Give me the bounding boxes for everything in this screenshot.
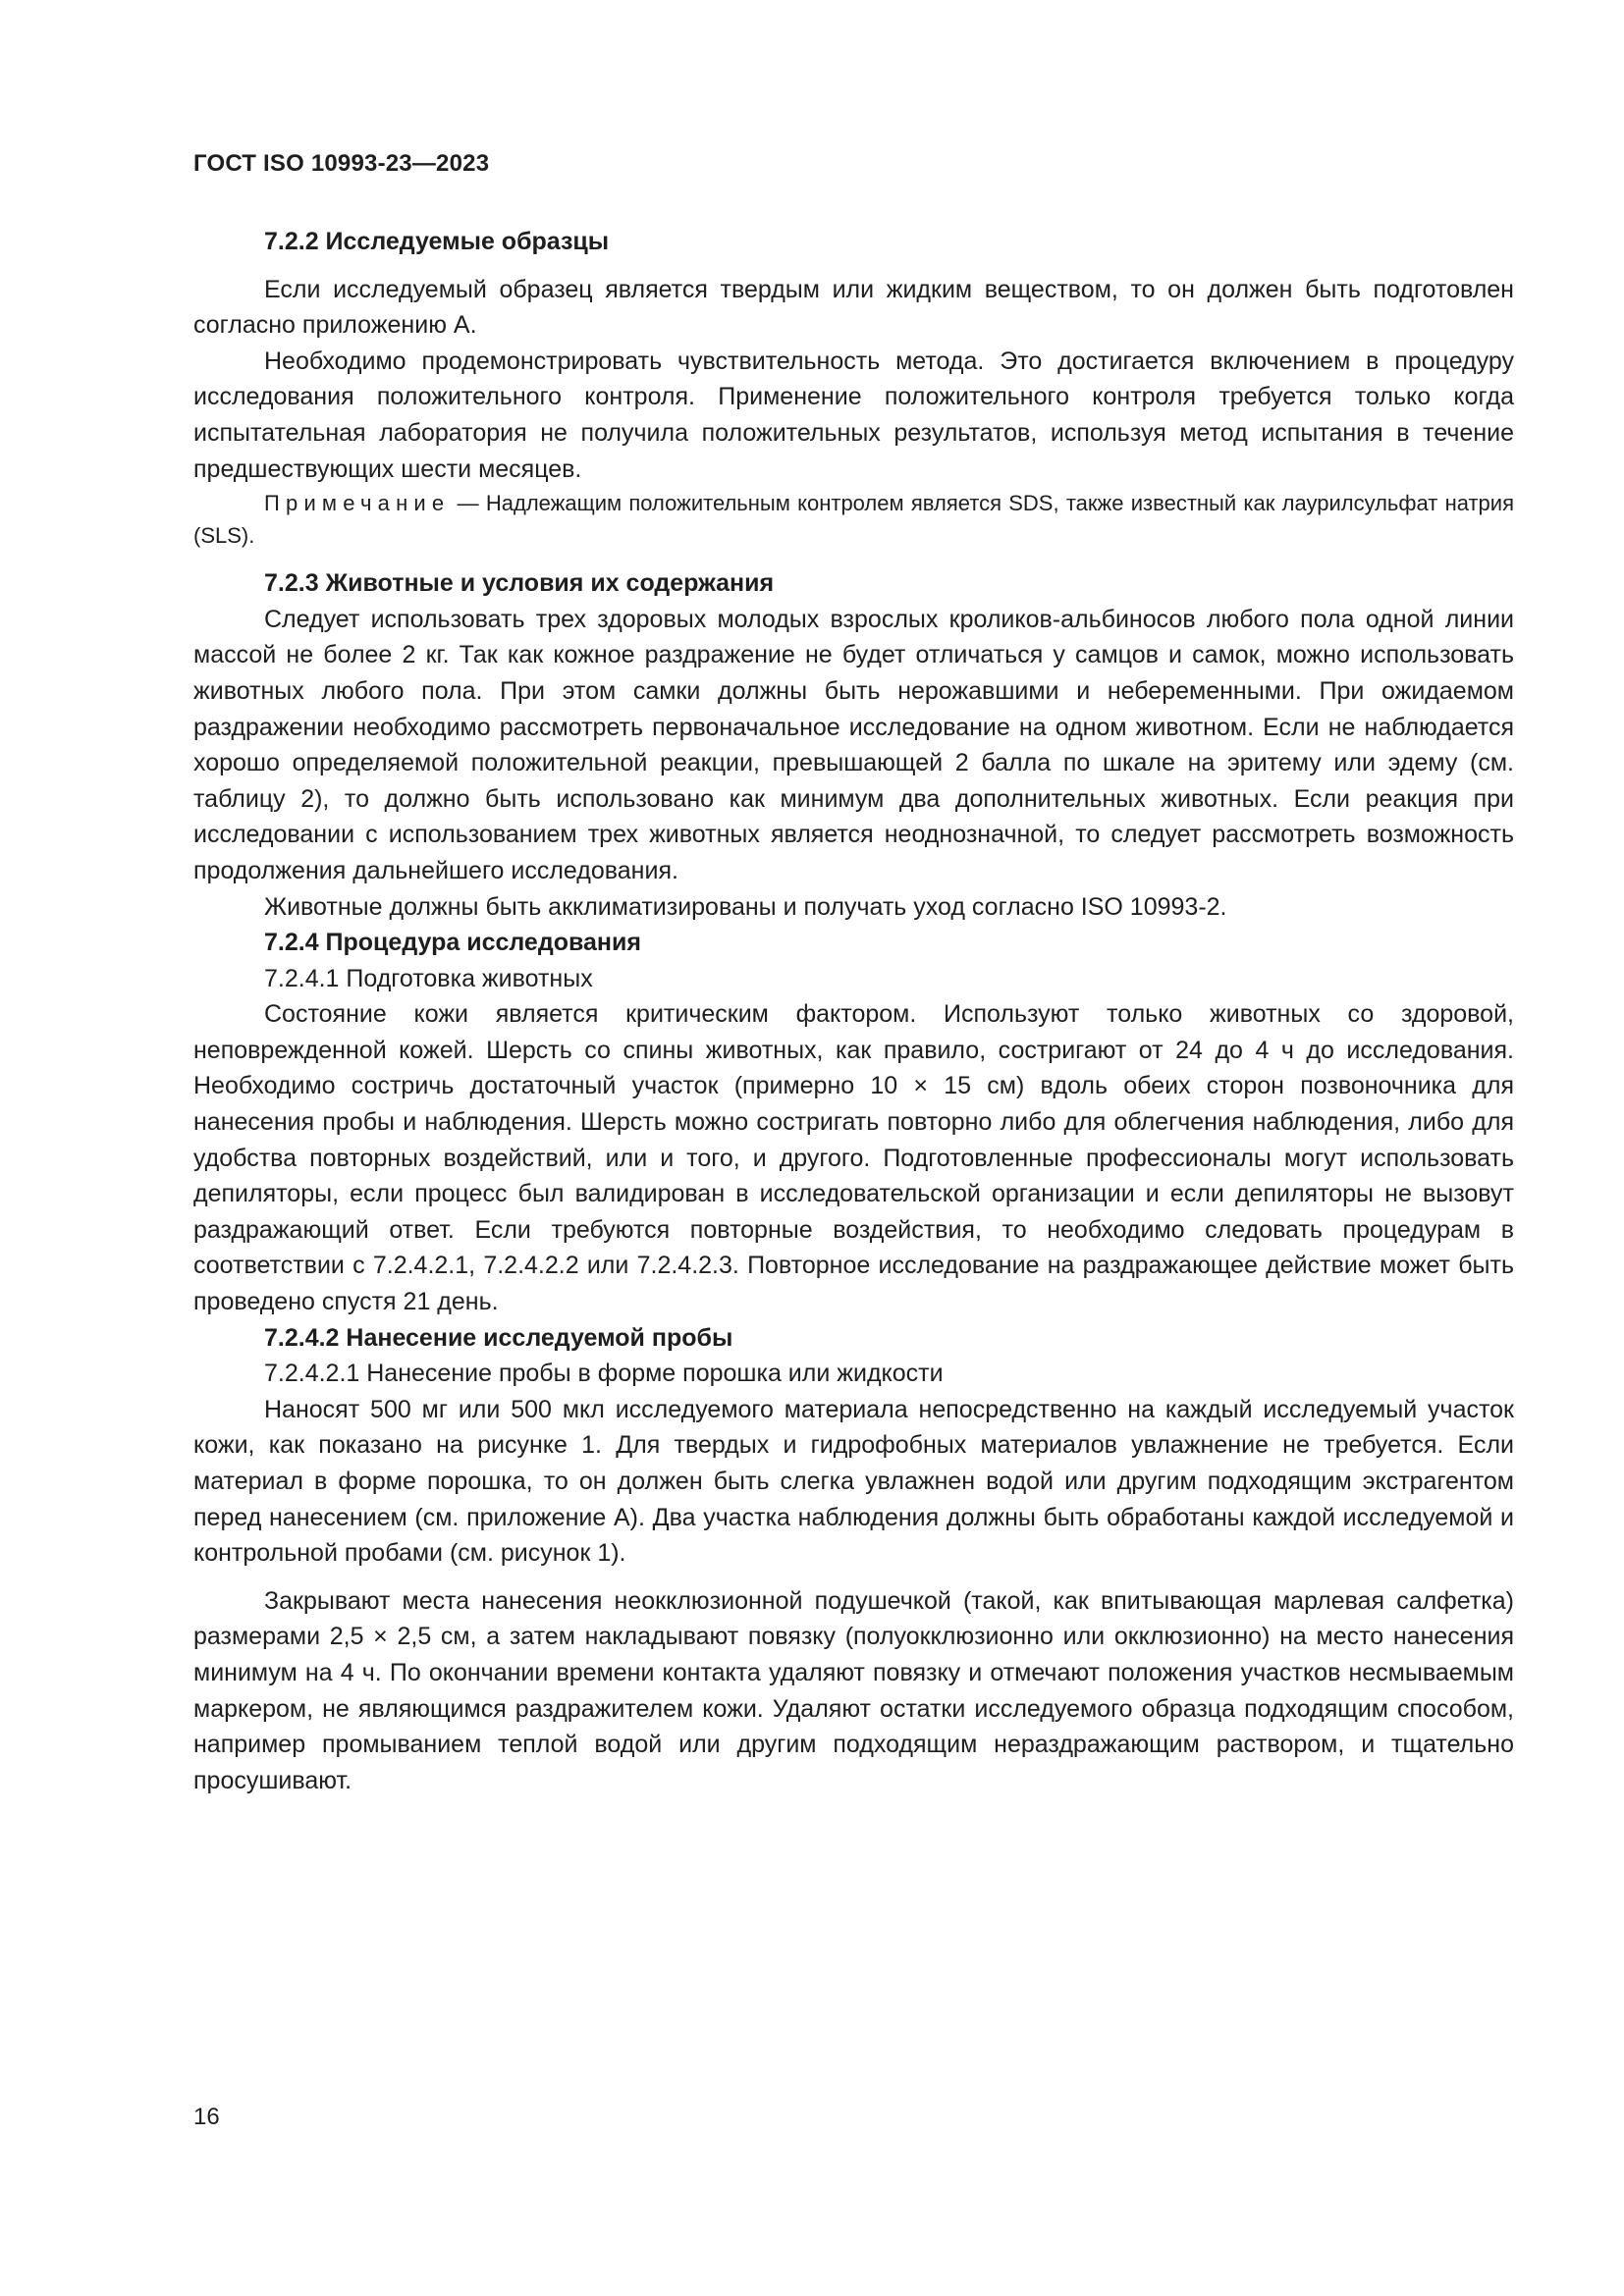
subsection-title-7-2-4-2-1: 7.2.4.2.1 Нанесение пробы в форме порошка или жидкости: [264, 1360, 944, 1388]
document-body: [193, 224, 1514, 1798]
note: [193, 487, 1514, 552]
paragraph: Если исследуемый образец является твердым или жидким веществом, то он должен быть подготовлен согласно приложению А.: [193, 275, 1514, 340]
note-label: Примечание: [264, 491, 451, 516]
page-number: 16: [193, 2104, 220, 2130]
paragraph: Закрывают места нанесения неокклюзионной подушечкой (такой, как впитывающая марлевая салфетка) размерами 2,5 × 2,5 см, а затем накладывают повязку (полуокклюзионно или окклюзионно) на место нанесения минимум на 4 ч. По окончании времени контакта удаляют повязку и отмечают положения участков несмываемым маркером, не являющимся раздражителем кожи. Удаляют остатки исследуемого образца подходящим способом, например промыванием теплой водой или другим подходящим нераздражающим раствором, и тщательно просушивают.: [193, 1586, 1514, 1794]
subsection-title-7-2-4-1: 7.2.4.1 Подготовка животных: [264, 964, 593, 992]
section-heading-7-2-4-2: 7.2.4.2 Нанесение исследуемой пробы: [264, 1323, 733, 1352]
note-text: — Надлежащим положительным контролем является SDS, также известный как лаурилсульфат натрия (SLS).: [193, 491, 1514, 549]
section-heading-7-2-4: 7.2.4 Процедура исследования: [264, 929, 641, 957]
paragraph: Необходимо продемонстрировать чувствительность метода. Это достигается включением в процедуру исследования положительного контроля. Применение положительного контроля требуется только когда испытательная лаборатория не получила положительных результатов, используя метод испытания в течение предшествующих шести месяцев.: [193, 347, 1514, 483]
paragraph: Наносят 500 мг или 500 мкл исследуемого материала непосредственно на каждый исследуемый участок кожи, как показано на рисунке 1. Для твердых и гидрофобных материалов увлажнение не требуется. Если материал в форме порошка, то он должен быть слегка увлажнен водой или другим подходящим экстрагентом перед нанесением (см. приложение А). Два участка наблюдения должны быть обработаны каждой исследуемой и контрольной пробами (см. рисунок 1).: [193, 1395, 1514, 1568]
paragraph: Следует использовать трех здоровых молодых взрослых кроликов-альбиносов любого пола одной линии массой не более 2 кг. Так как кожное раздражение не будет отличаться у самцов и самок, можно использовать животных любого пола. При этом самки должны быть нерожавшими и небеременными. При ожидаемом раздражении необходимо рассмотреть первоначальное исследование на одном животном. Если не наблюдается хорошо определяемой положительной реакции, превышающей 2 балла по шкале на эритему или эдему (см. таблицу 2), то должно быть использовано как минимум два дополнительных животных. Если реакция при исследовании с использованием трех животных является неоднозначной, то следует рассмотреть возможность продолжения дальнейшего исследования.: [193, 605, 1514, 884]
section-heading-7-2-3: 7.2.3 Животные и условия их содержания: [264, 569, 775, 598]
paragraph: Животные должны быть акклиматизированы и получать уход согласно ISO 10993-2.: [264, 892, 1227, 921]
section-heading-7-2-2: 7.2.2 Исследуемые образцы: [264, 228, 610, 255]
paragraph: Состояние кожи является критическим фактором. Используют только животных со здоровой, неповрежденной кожей. Шерсть со спины животных, как правило, состригают от 24 до 4 ч до исследования. Необходимо состричь достаточный участок (примерно 10 × 15 см) вдоль обеих сторон позвоночника для нанесения пробы и наблюдения. Шерсть можно состригать повторно либо для облегчения наблюдения, либо для удобства повторных воздействий, или и того, и другого. Подготовленные профессионалы могут использовать депиляторы, если процесс был валидирован в исследовательской организации и если депиляторы не вызовут раздражающий ответ. Если требуются повторные воздействия, то необходимо следовать процедурам в соответствии с 7.2.4.2.1, 7.2.4.2.2 или 7.2.4.2.3. Повторное исследование на раздражающее действие может быть проведено спустя 21 день.: [193, 1000, 1514, 1316]
document-code-header: ГОСТ ISO 10993-23—2023: [193, 150, 490, 177]
